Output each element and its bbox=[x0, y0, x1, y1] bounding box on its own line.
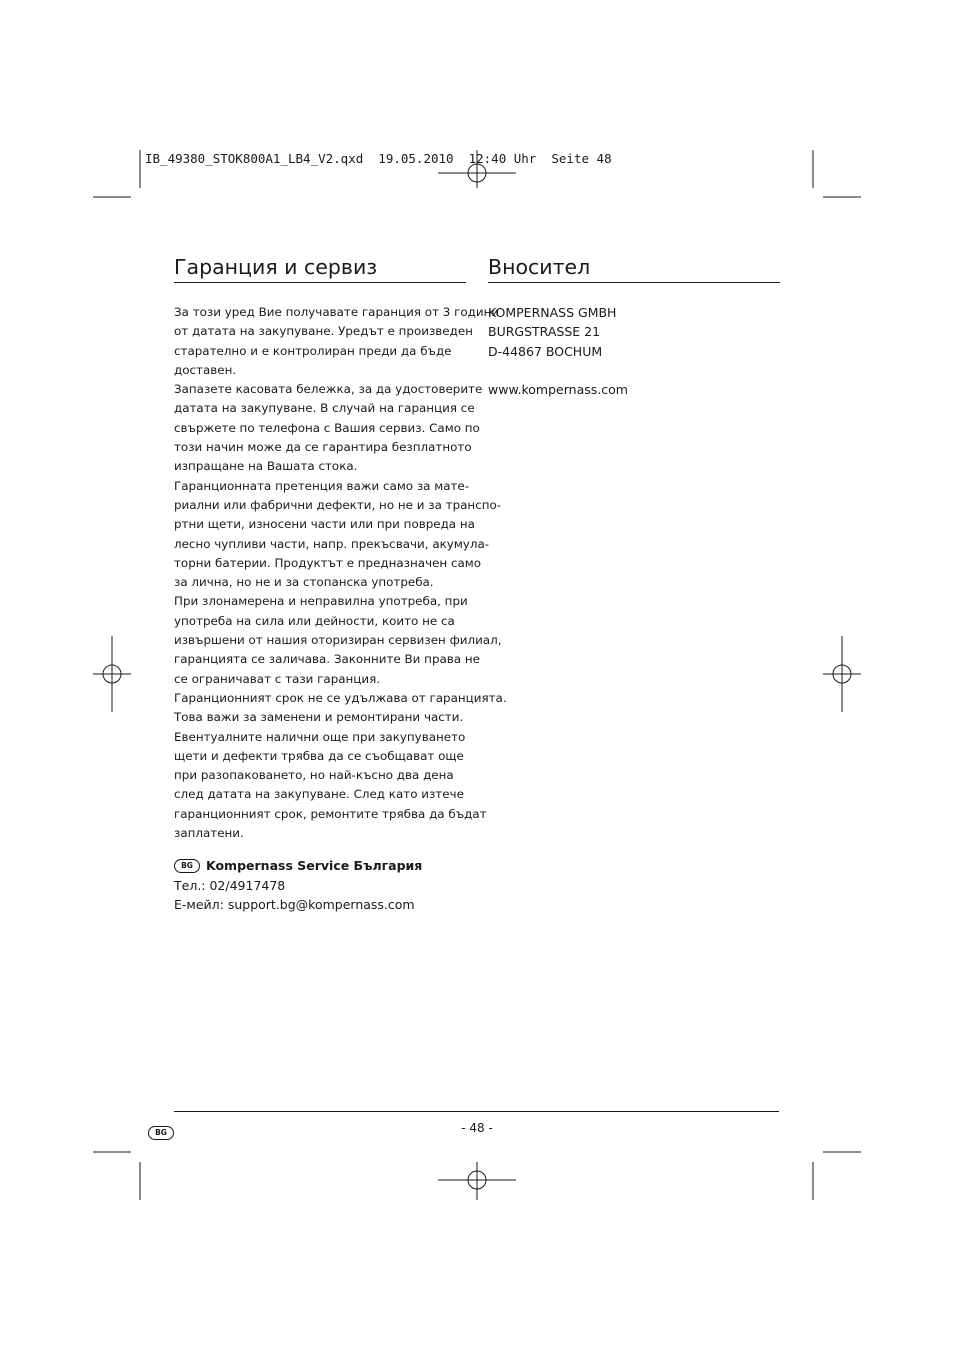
warranty-text-line: За този уред Вие получавате гаранция от 3 години bbox=[174, 305, 500, 319]
registration-mark-top bbox=[438, 150, 516, 188]
warranty-heading: Гаранция и сервиз bbox=[174, 254, 466, 283]
warranty-text-line: датата на закупуване. В случай на гаранция се bbox=[174, 401, 475, 416]
importer-section bbox=[488, 254, 780, 399]
service-name: Kompernass Service България bbox=[206, 858, 423, 873]
warranty-text-line: Запазете касовата бележка, за да удостоверите bbox=[174, 382, 483, 397]
service-phone: Тел.: 02/4917478 bbox=[174, 877, 286, 893]
warranty-text-line: извършени от нашия оторизиран сервизен филиал, bbox=[174, 633, 502, 648]
service-name-line bbox=[174, 856, 422, 876]
warranty-text-line: старателно и е контролиран преди да бъде bbox=[174, 343, 452, 358]
warranty-text-line: след датата на закупуване. След като изтече bbox=[174, 787, 464, 802]
importer-city: D-44867 BOCHUM bbox=[488, 343, 603, 359]
importer-address bbox=[488, 283, 780, 399]
warranty-text-line: употреба на сила или дейности, които не са bbox=[174, 613, 455, 628]
importer-street: BURGSTRASSE 21 bbox=[488, 324, 601, 340]
warranty-section bbox=[174, 254, 507, 843]
warranty-text-line: свържете по телефона с Вашия сервиз. Само по bbox=[174, 420, 480, 435]
warranty-text-line: Гаранционният срок не се удължава от гаранцията. bbox=[174, 690, 507, 705]
warranty-text-line: торни батерии. Продуктът е предназначен само bbox=[174, 555, 482, 570]
warranty-body bbox=[174, 283, 507, 843]
warranty-text-line: се ограничават с тази гаранция. bbox=[174, 671, 381, 686]
registration-mark-left bbox=[93, 636, 131, 712]
service-contact bbox=[174, 856, 422, 915]
warranty-text-line: Гаранционната претенция важи само за мате- bbox=[174, 478, 470, 493]
warranty-text-line: заплатени. bbox=[174, 826, 244, 841]
page-number: - 48 - bbox=[461, 1121, 493, 1135]
importer-website[interactable]: www.kompernass.com bbox=[488, 382, 628, 398]
warranty-text-line: гаранционният срок, ремонтите трябва да бъдат bbox=[174, 806, 487, 821]
warranty-text-line: при разопаковането, но най-късно два дена bbox=[174, 768, 454, 783]
warranty-text-line: Това важи за заменени и ремонтирани части. bbox=[174, 710, 464, 725]
warranty-text-line: лесно чупливи части, напр. прекъсвачи, акумула- bbox=[174, 536, 490, 551]
footer-divider bbox=[174, 1111, 779, 1112]
warranty-text-line: Евентуалните налични още при закупуването bbox=[174, 729, 466, 744]
warranty-text-line: При злонамерена и неправилна употреба, при bbox=[174, 594, 468, 609]
warranty-text-line: от датата на закупуване. Уредът е произведен bbox=[174, 324, 473, 339]
footer-country-badge: BG bbox=[148, 1126, 174, 1140]
warranty-text-line: доставен. bbox=[174, 362, 237, 377]
registration-mark-bottom bbox=[438, 1162, 516, 1200]
warranty-text-line: изпращане на Вашата стока. bbox=[174, 459, 358, 474]
registration-mark-right bbox=[823, 636, 861, 712]
importer-heading: Вносител bbox=[488, 254, 780, 283]
warranty-text-line: ртни щети, износени части или при повреда на bbox=[174, 517, 475, 532]
warranty-text-line: този начин може да се гарантира безплатното bbox=[174, 440, 472, 455]
file-slug: IB_49380_STOK800A1_LB4_V2.qxd 19.05.2010 12:40 Uhr Seite 48 bbox=[145, 151, 612, 166]
warranty-text-line: щети и дефекти трябва да се съобщават още bbox=[174, 748, 464, 763]
service-email: E-мейл: support.bg@kompernass.com bbox=[174, 897, 415, 912]
importer-company: KOMPERNASS GMBH bbox=[488, 305, 617, 320]
country-badge: BG bbox=[174, 859, 200, 873]
warranty-text-line: за лична, но не и за стопанска употреба. bbox=[174, 575, 434, 590]
warranty-text-line: риални или фабрични дефекти, но не и за транспо- bbox=[174, 497, 502, 512]
warranty-text-line: гаранцията се заличава. Законните Ви права не bbox=[174, 652, 480, 667]
